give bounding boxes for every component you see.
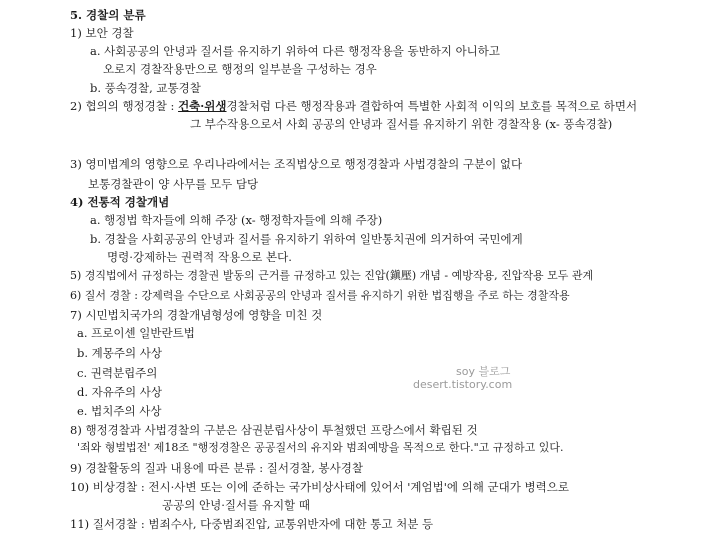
section-heading: 5. 경찰의 분류 bbox=[70, 8, 146, 22]
item-1a: a. 사회공공의 안녕과 질서를 유지하기 위하여 다른 행정작용을 동반하지 아니하고 bbox=[90, 44, 501, 58]
item-1a-cont: 오로지 경찰작용만으로 행정의 일부분을 구성하는 경우 bbox=[103, 62, 377, 76]
item-1: 1) 보안 경찰 bbox=[70, 26, 134, 40]
item-9: 9) 경찰활동의 질과 내용에 따른 분류 : 질서경찰, 봉사경찰 bbox=[70, 461, 363, 475]
item-2-prefix: 2) 협의의 행정경찰 : bbox=[70, 99, 179, 113]
item-7d: d. 자유주의 사상 bbox=[77, 385, 162, 399]
item-4b-cont: 명령·강제하는 권력적 작용으로 본다. bbox=[107, 250, 292, 264]
item-4a: a. 행정법 학자들에 의해 주장 (x- 행정학자들에 의해 주장) bbox=[90, 213, 383, 227]
item-8: 8) 행정경찰과 사법경찰의 구분은 삼권분립사상이 투철했던 프랑스에서 확립된 것 bbox=[70, 423, 478, 437]
item-7a: a. 프로이센 일반란트법 bbox=[77, 326, 195, 340]
item-3-cont: 보통경찰관이 양 사무를 모두 담당 bbox=[88, 177, 259, 191]
item-3: 3) 영미법계의 영향으로 우리나라에서는 조직법상으로 행정경찰과 사법경찰의 구분이 없다 bbox=[70, 157, 523, 171]
item-10: 10) 비상경찰 : 전시·사변 또는 이에 준하는 국가비상사태에 있어서 '계엄법'에 의해 군대가 병력으로 bbox=[70, 480, 569, 494]
item-7c: c. 권력분립주의 bbox=[77, 366, 158, 380]
item-7e: e. 법치주의 사상 bbox=[77, 404, 162, 418]
item-2-cont: 그 부수작용으로서 사회 공공의 안녕과 질서를 유지하기 위한 경찰작용 (x- 풍속경찰) bbox=[190, 117, 613, 131]
item-8-cont: '죄와 형벌법전' 제18조 "행정경찰은 공공질서의 유지와 범죄예방을 목적으로 한다."고 규정하고 있다. bbox=[77, 441, 564, 454]
item-10-cont: 공공의 안녕·질서를 유지할 때 bbox=[162, 498, 310, 512]
item-6: 6) 질서 경찰 : 강제력을 수단으로 사회공공의 안녕과 질서를 유지하기 위한 법집행을 주로 하는 경찰작용 bbox=[70, 289, 570, 302]
item-11: 11) 질서경찰 : 범죄수사, 다중범죄진압, 교통위반자에 대한 통고 처분 등 bbox=[70, 517, 434, 531]
item-7b: b. 계몽주의 사상 bbox=[77, 346, 162, 360]
item-1b: b. 풍속경찰, 교통경찰 bbox=[90, 81, 201, 95]
item-4-text: 4) 전통적 경찰개념 bbox=[70, 195, 170, 209]
item-2 bbox=[70, 99, 637, 113]
item-4 bbox=[70, 195, 169, 209]
item-7: 7) 시민법치국가의 경찰개념형성에 영향을 미친 것 bbox=[70, 308, 323, 322]
watermark-url: desert.tistory.com bbox=[413, 378, 513, 391]
item-2-text: 경찰처럼 다른 행정작용과 결합하여 특별한 사회적 이익의 보호를 목적으로 하면서 bbox=[226, 99, 638, 113]
item-4b: b. 경찰을 사회공공의 안녕과 질서를 유지하기 위하여 일반통치권에 의거하여 국민에게 bbox=[90, 232, 523, 246]
item-5: 5) 경직법에서 규정하는 경찰권 발동의 근거를 규정하고 있는 진압(鎭壓) 개념 - 예방작용, 진압작용 모두 관계 bbox=[70, 269, 594, 282]
watermark-blog-name: soy 블로그 bbox=[456, 365, 511, 378]
highlight-keyword: 건축·위생 bbox=[178, 99, 227, 113]
